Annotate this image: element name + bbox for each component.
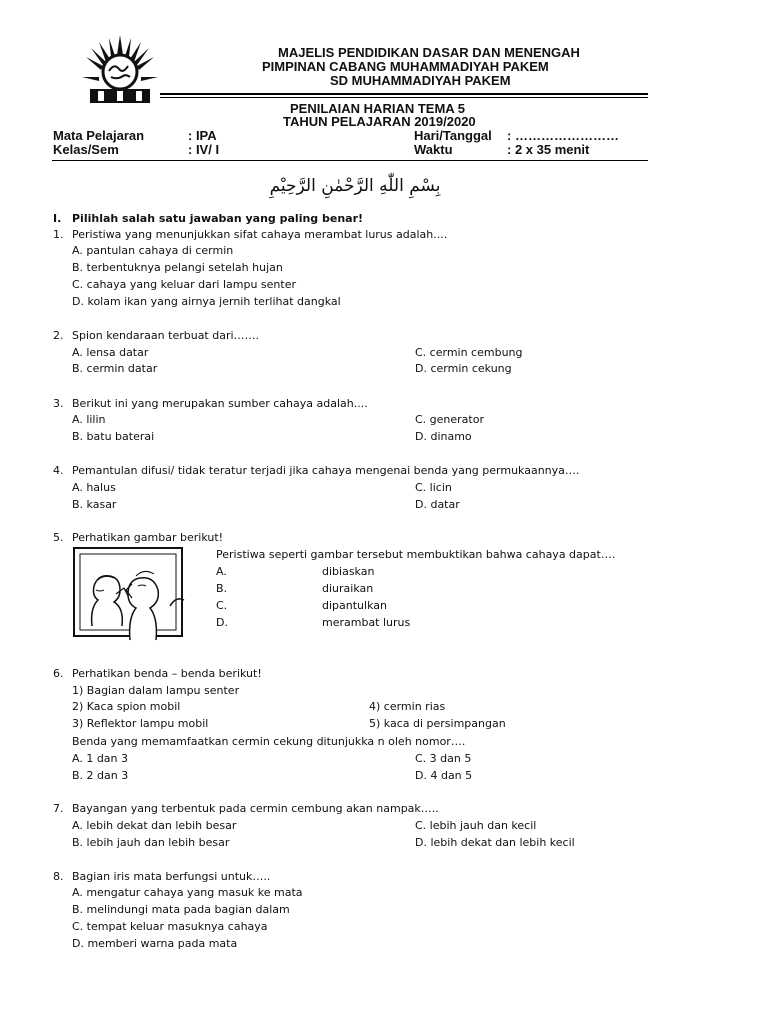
header-divider-thin	[160, 97, 648, 98]
q5-stem: Peristiwa seperti gambar tersebut membuktikan bahwa cahaya dapat….	[216, 548, 616, 561]
q7-option-b: B. lebih jauh dan lebih besar	[72, 836, 230, 849]
header-divider-thick	[160, 93, 648, 95]
q1-option-b: B. terbentuknya pelangi setelah hujan	[72, 261, 283, 274]
q6-option-d: D. 4 dan 5	[415, 769, 473, 782]
q6-number: 6.	[53, 667, 64, 680]
q6-option-b: B. 2 dan 3	[72, 769, 129, 782]
q6-item-1: 1) Bagian dalam lampu senter	[72, 684, 240, 697]
date-value: : ……………………	[507, 128, 619, 143]
info-divider	[52, 160, 648, 161]
time-value: : 2 x 35 menit	[507, 142, 590, 157]
q1-option-d: D. kolam ikan yang airnya jernih terlihat dangkal	[72, 295, 341, 308]
q8-text: Bagian iris mata berfungsi untuk…..	[72, 870, 271, 883]
q5-option-a-letter: A.	[216, 565, 227, 578]
q6-text: Perhatikan benda – benda berikut!	[72, 667, 262, 680]
q3-option-a: A. lilin	[72, 413, 106, 426]
q7-text: Bayangan yang terbentuk pada cermin cembung akan nampak…..	[72, 802, 439, 815]
q5-option-c-letter: C.	[216, 599, 228, 612]
section-title: Pilihlah salah satu jawaban yang paling benar!	[72, 212, 364, 225]
q1-option-a: A. pantulan cahaya di cermin	[72, 244, 234, 257]
q5-text: Perhatikan gambar berikut!	[72, 531, 224, 544]
q5-number: 5.	[53, 531, 64, 544]
basmalah: بِسْمِ اللّٰهِ الرَّحْمٰنِ الرَّحِيْمِ	[269, 176, 441, 196]
q4-option-b: B. kasar	[72, 498, 117, 511]
q2-option-b: B. cermin datar	[72, 362, 158, 375]
q7-option-a: A. lebih dekat dan lebih besar	[72, 819, 237, 832]
q2-number: 2.	[53, 329, 64, 342]
q3-option-b: B. batu baterai	[72, 430, 155, 443]
q1-text: Peristiwa yang menunjukkan sifat cahaya merambat lurus adalah....	[72, 228, 448, 241]
q8-number: 8.	[53, 870, 64, 883]
subject-value: : IPA	[188, 128, 217, 143]
school-year: TAHUN PELAJARAN 2019/2020	[283, 114, 476, 129]
exam-title: PENILAIAN HARIAN TEMA 5	[290, 101, 466, 116]
q3-number: 3.	[53, 397, 64, 410]
q2-text: Spion kendaraan terbuat dari…….	[72, 329, 260, 342]
org-line-1: MAJELIS PENDIDIKAN DASAR DAN MENENGAH	[278, 45, 580, 60]
q4-text: Pemantulan difusi/ tidak teratur terjadi jika cahaya mengenai benda yang permukaannya….	[72, 464, 580, 477]
q3-text: Berikut ini yang merupakan sumber cahaya adalah....	[72, 397, 368, 410]
muhammadiyah-logo	[80, 33, 160, 107]
class-label: Kelas/Sem	[53, 142, 119, 157]
q6-item-4: 4) cermin rias	[369, 700, 446, 713]
q4-option-c: C. licin	[415, 481, 452, 494]
q4-option-d: D. datar	[415, 498, 460, 511]
q1-number: 1.	[53, 228, 64, 241]
mirror-illustration	[72, 546, 200, 642]
q3-option-d: D. dinamo	[415, 430, 472, 443]
org-line-3: SD MUHAMMADIYAH PAKEM	[330, 73, 511, 88]
q3-option-c: C. generator	[415, 413, 484, 426]
q7-option-d: D. lebih dekat dan lebih kecil	[415, 836, 575, 849]
q5-option-a: dibiaskan	[322, 565, 375, 578]
q2-option-c: C. cermin cembung	[415, 346, 523, 359]
q1-option-c: C. cahaya yang keluar dari lampu senter	[72, 278, 296, 291]
q5-option-b: diuraikan	[322, 582, 374, 595]
q6-item-2: 2) Kaca spion mobil	[72, 700, 181, 713]
q8-option-d: D. memberi warna pada mata	[72, 937, 238, 950]
q6-option-a: A. 1 dan 3	[72, 752, 129, 765]
q5-option-d: merambat lurus	[322, 616, 411, 629]
q8-option-c: C. tempat keluar masuknya cahaya	[72, 920, 268, 933]
q2-option-a: A. lensa datar	[72, 346, 149, 359]
q8-option-a: A. mengatur cahaya yang masuk ke mata	[72, 886, 303, 899]
q7-number: 7.	[53, 802, 64, 815]
q5-option-c: dipantulkan	[322, 599, 387, 612]
section-number: I.	[53, 212, 62, 225]
q8-option-b: B. melindungi mata pada bagian dalam	[72, 903, 290, 916]
q5-option-d-letter: D.	[216, 616, 228, 629]
q4-option-a: A. halus	[72, 481, 116, 494]
date-label: Hari/Tanggal	[414, 128, 492, 143]
q4-number: 4.	[53, 464, 64, 477]
class-value: : IV/ I	[188, 142, 220, 157]
q6-item-3: 3) Reflektor lampu mobil	[72, 717, 209, 730]
q6-option-c: C. 3 dan 5	[415, 752, 472, 765]
time-label: Waktu	[414, 142, 453, 157]
q7-option-c: C. lebih jauh dan kecil	[415, 819, 537, 832]
q6-item-5: 5) kaca di persimpangan	[369, 717, 506, 730]
org-line-2: PIMPINAN CABANG MUHAMMADIYAH PAKEM	[262, 59, 549, 74]
q6-stem: Benda yang memamfaatkan cermin cekung ditunjukka n oleh nomor….	[72, 735, 466, 748]
q5-option-b-letter: B.	[216, 582, 228, 595]
subject-label: Mata Pelajaran	[53, 128, 145, 143]
q2-option-d: D. cermin cekung	[415, 362, 512, 375]
